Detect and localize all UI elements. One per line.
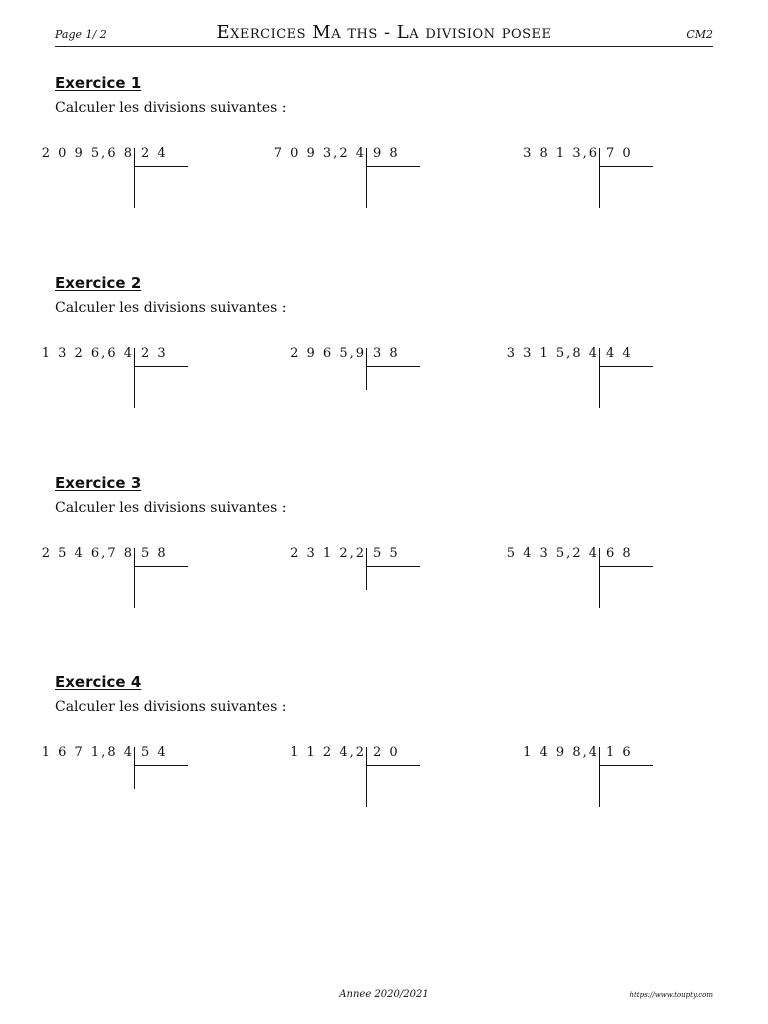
division-vertical-line (366, 548, 367, 590)
exercise-title: Exercice 4 (55, 673, 142, 691)
division-horizontal-line (367, 765, 420, 766)
page-number: Page 1/ 2 (55, 28, 107, 41)
exercise-instruction: Calculer les divisions suivantes : (55, 100, 287, 116)
division-vertical-line (366, 747, 367, 807)
divisor: 7 0 (606, 146, 633, 161)
division-horizontal-line (600, 765, 653, 766)
dividend: 7 0 9 3,2 4 (273, 146, 366, 161)
dividend: 2 3 1 2,2 (290, 546, 366, 561)
footer-url: https://www.toupty.com (629, 991, 713, 999)
page-title: Exercices Ma ths - La division posee (216, 22, 552, 43)
division-horizontal-line (600, 566, 653, 567)
division-horizontal-line (367, 566, 420, 567)
divisor: 2 0 (373, 745, 400, 760)
dividend: 2 9 6 5,9 (290, 346, 366, 361)
division-vertical-line (599, 548, 600, 608)
exercise-title: Exercice 2 (55, 274, 142, 292)
division-horizontal-line (135, 166, 188, 167)
divisor: 5 5 (373, 546, 400, 561)
divisor: 5 4 (141, 745, 168, 760)
exercise-title: Exercice 1 (55, 74, 142, 92)
page-header (55, 22, 713, 47)
division-vertical-line (599, 747, 600, 807)
division-problem (506, 546, 660, 628)
dividend: 1 3 2 6,6 4 (41, 346, 134, 361)
division-vertical-line (599, 348, 600, 408)
divisor: 6 8 (606, 546, 633, 561)
grade-level: CM2 (686, 28, 713, 41)
divisor: 3 8 (373, 346, 400, 361)
exercise-instruction: Calculer les divisions suivantes : (55, 699, 287, 715)
division-vertical-line (366, 348, 367, 390)
exercise-1 (41, 74, 713, 264)
division-problem (287, 747, 427, 827)
division-problem (273, 146, 427, 228)
dividend: 2 0 9 5,6 8 (41, 146, 134, 161)
dividend: 1 4 9 8,4 (523, 745, 599, 760)
division-vertical-line (134, 747, 135, 789)
divisor: 1 6 (606, 745, 633, 760)
exercise-instruction: Calculer les divisions suivantes : (55, 500, 287, 516)
dividend: 2 5 4 6,7 8 (41, 546, 134, 561)
dividend: 3 3 1 5,8 4 (506, 346, 599, 361)
exercise-2 (41, 274, 713, 464)
dividend: 1 1 2 4,2 (290, 745, 366, 760)
dividend: 1 6 7 1,8 4 (41, 745, 134, 760)
divisor: 4 4 (606, 346, 633, 361)
divisor: 5 8 (141, 546, 168, 561)
division-problem (287, 348, 427, 428)
division-vertical-line (134, 548, 135, 608)
footer-school-year: Annee 2020/2021 (339, 989, 429, 1000)
division-horizontal-line (135, 566, 188, 567)
dividend: 5 4 3 5,2 4 (506, 546, 599, 561)
division-horizontal-line (367, 366, 420, 367)
division-problem (41, 146, 195, 228)
division-horizontal-line (600, 366, 653, 367)
division-problem (287, 548, 427, 628)
dividend: 3 8 1 3,6 (523, 146, 599, 161)
division-problem (41, 745, 195, 827)
division-problem (506, 346, 660, 428)
division-problem (41, 546, 195, 628)
division-problem (520, 148, 660, 228)
division-vertical-line (134, 148, 135, 208)
division-vertical-line (134, 348, 135, 408)
exercise-3 (41, 474, 713, 664)
division-problem (520, 747, 660, 827)
exercise-instruction: Calculer les divisions suivantes : (55, 300, 287, 316)
divisor: 2 4 (141, 146, 168, 161)
exercise-4 (41, 673, 713, 863)
division-vertical-line (599, 148, 600, 208)
division-horizontal-line (135, 366, 188, 367)
division-vertical-line (366, 148, 367, 208)
divisor: 2 3 (141, 346, 168, 361)
division-horizontal-line (135, 765, 188, 766)
division-problem (41, 346, 195, 428)
exercise-title: Exercice 3 (55, 474, 142, 492)
division-horizontal-line (600, 166, 653, 167)
divisor: 9 8 (373, 146, 400, 161)
division-horizontal-line (367, 166, 420, 167)
